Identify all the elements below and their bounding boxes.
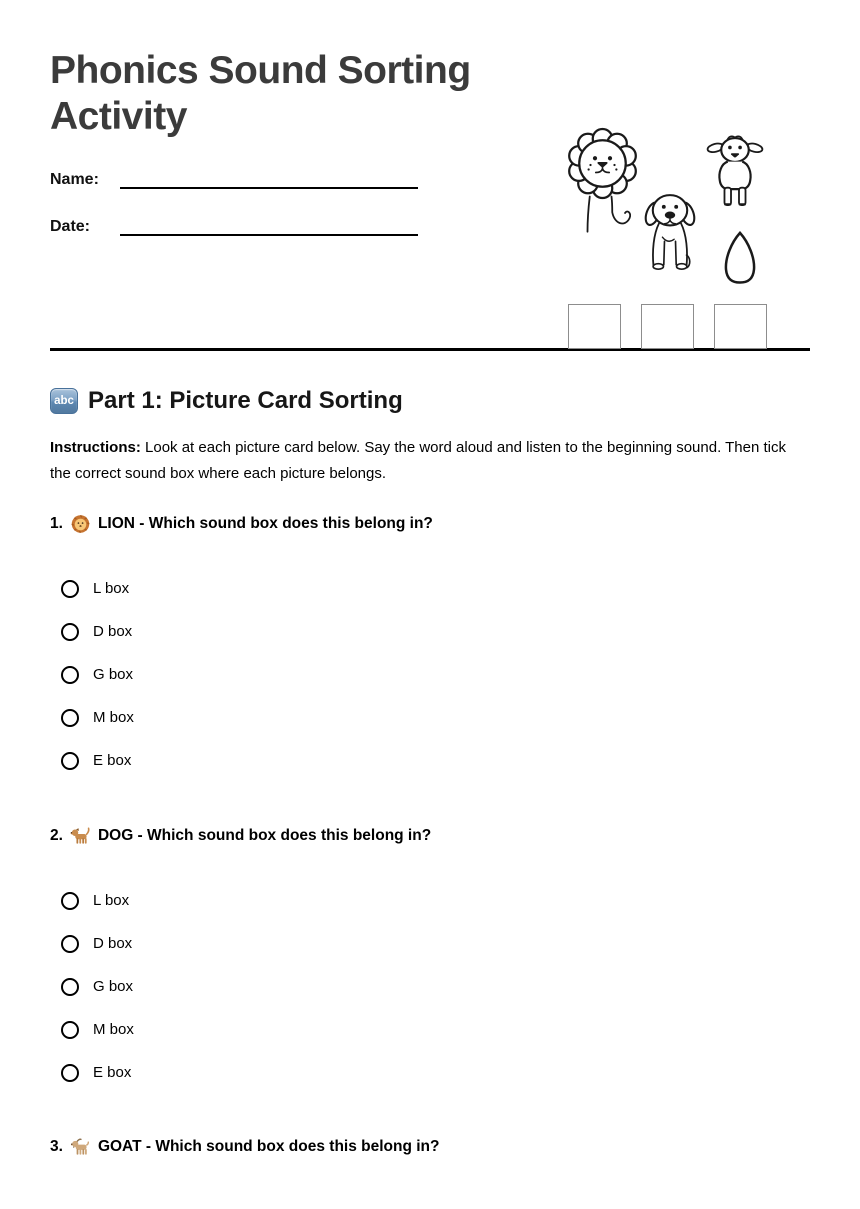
part1-heading-text: Part 1: Picture Card Sorting [88,387,403,415]
option-d-box[interactable] [61,932,810,955]
sound-box [568,304,621,349]
option-label: E box [93,1064,132,1082]
option-label: E box [93,752,132,770]
question-2 [50,824,810,1084]
lion-drawing-icon [565,122,640,235]
option-e-box[interactable] [61,1061,810,1084]
option-m-box[interactable] [61,1018,810,1041]
radio-button[interactable] [61,1064,79,1082]
radio-button[interactable] [61,935,79,953]
date-input-line[interactable] [120,212,418,236]
question-1-label: LION - Which sound box does this belong in? [97,514,433,532]
goat-drawing-icon [706,134,764,216]
instructions-label: Instructions: [50,439,141,457]
dog-emoji-icon [70,826,91,846]
radio-button[interactable] [61,892,79,910]
option-label: M box [93,1021,134,1039]
question-1-heading [50,512,810,535]
radio-button[interactable] [61,1021,79,1039]
question-1 [50,512,810,772]
sound-boxes-row [568,304,767,349]
option-m-box[interactable] [61,706,810,729]
radio-button[interactable] [61,580,79,598]
question-2-number: 2. [50,826,63,844]
question-1-number: 1. [50,514,63,532]
option-label: D box [93,935,133,953]
name-input-line[interactable] [120,165,418,189]
sound-box [641,304,694,349]
option-label: L box [93,580,130,598]
egg-drawing-icon [720,230,760,284]
goat-emoji-icon [70,1137,91,1157]
lion-face-emoji-icon [70,514,91,534]
date-label: Date: [50,218,91,236]
option-g-box[interactable] [61,663,810,686]
option-l-box[interactable] [61,889,810,912]
option-label: D box [93,623,133,641]
part1-heading [50,387,810,415]
radio-button[interactable] [61,666,79,684]
question-3-number: 3. [50,1137,63,1155]
instructions-text [50,435,810,487]
dog-drawing-icon [639,188,701,276]
radio-button[interactable] [61,623,79,641]
instructions-body: Look at each picture card below. Say the word aloud and listen to the beginning sound. Then tick the correct sound box where each picture belongs. [50,439,786,483]
question-1-options [50,577,810,772]
question-3 [50,1135,810,1158]
question-2-options [50,889,810,1084]
radio-button[interactable] [61,978,79,996]
question-3-heading [50,1135,810,1158]
option-g-box[interactable] [61,975,810,998]
option-label: L box [93,892,130,910]
option-label: M box [93,709,134,727]
radio-button[interactable] [61,709,79,727]
option-l-box[interactable] [61,577,810,600]
sound-box [714,304,767,349]
question-3-label: GOAT - Which sound box does this belong in? [97,1137,440,1155]
option-e-box[interactable] [61,749,810,772]
question-2-heading [50,824,810,847]
abc-emoji-icon: abc [50,388,78,414]
page-title: Phonics Sound Sorting Activity [50,49,471,138]
animal-illustration [540,108,812,358]
option-d-box[interactable] [61,620,810,643]
option-label: G box [93,978,134,996]
name-label: Name: [50,171,99,189]
question-2-label: DOG - Which sound box does this belong in? [97,826,432,844]
option-label: G box [93,666,134,684]
radio-button[interactable] [61,752,79,770]
